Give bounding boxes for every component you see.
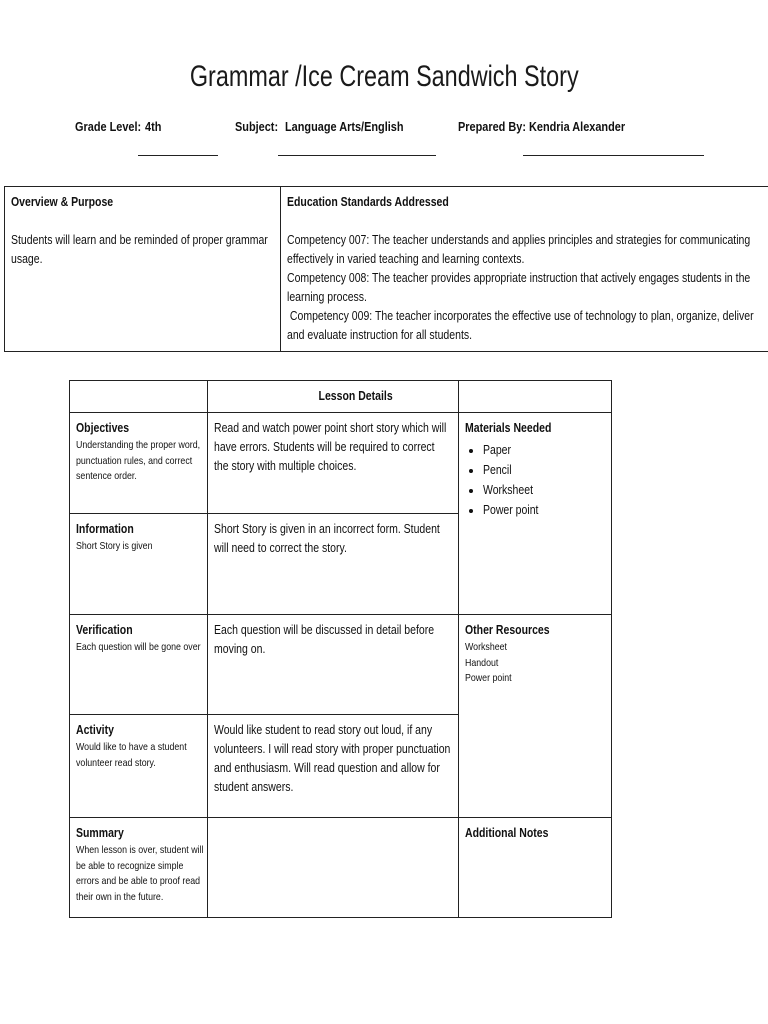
activity-cell xyxy=(70,715,208,818)
overview-text: Students will learn and be reminded of proper grammar usage. xyxy=(11,233,268,266)
objectives-label: Objectives xyxy=(76,421,130,435)
objectives-cell xyxy=(70,413,208,514)
standards-heading: Education Standards Addressed xyxy=(287,195,449,209)
page-title xyxy=(0,60,768,94)
prepared-underline xyxy=(523,155,704,156)
subject-label: Subject: xyxy=(235,119,279,134)
summary-cell xyxy=(70,818,208,918)
materials-list xyxy=(465,440,605,520)
verification-label: Verification xyxy=(76,623,133,637)
materials-heading: Materials Needed xyxy=(465,421,552,435)
verification-cell xyxy=(70,615,208,715)
standard-item: Competency 007: The teacher understands and applies principles and strategies for communicating effectively in varied teaching and learning contexts. xyxy=(287,233,751,266)
information-detail: Short Story is given in an incorrect form. Student will need to correct the story. xyxy=(208,514,459,615)
subject-value: Language Arts/English xyxy=(285,119,404,134)
summary-label: Summary xyxy=(76,826,124,840)
standards-cell xyxy=(281,187,768,352)
activity-detail: Would like student to read story out loud, if any volunteers. I will read story with proper punctuation and enthusiasm. Will read question and allow for student answers. xyxy=(208,715,459,818)
activity-label: Activity xyxy=(76,723,114,737)
grade-underline xyxy=(138,155,218,156)
prepared-by-value: Kendria Alexander xyxy=(529,119,626,134)
lesson-details-table xyxy=(69,380,612,918)
list-item: • Power point xyxy=(483,500,605,520)
objectives-desc: Understanding the proper word, punctuation rules, and correct sentence order. xyxy=(76,439,201,482)
standard-item: Competency 009: The teacher incorporates the effective use of technology to plan, organize, deliver and evaluate instruction for all students. xyxy=(287,309,757,342)
other-resources-cell xyxy=(459,615,612,818)
list-item: • Pencil xyxy=(483,460,605,480)
page-title-text: Grammar /Ice Cream Sandwich Story xyxy=(189,60,579,93)
information-cell xyxy=(70,514,208,615)
list-item: • Worksheet xyxy=(483,480,605,500)
additional-notes-cell xyxy=(459,818,612,918)
overview-cell xyxy=(5,187,281,352)
objectives-detail: Read and watch power point short story which will have errors. Students will be required to correct the story with multiple choices. xyxy=(208,413,459,514)
list-item: Handout xyxy=(465,656,499,669)
standard-item: Competency 008: The teacher provides appropriate instruction that actively engages students in the learning process. xyxy=(287,271,751,304)
information-label: Information xyxy=(76,522,134,536)
materials-cell xyxy=(459,413,612,615)
list-item: • Paper xyxy=(483,440,605,460)
prepared-by-label: Prepared By: xyxy=(458,119,526,134)
activity-desc: Would like to have a student volunteer read story. xyxy=(76,741,187,769)
overview-heading: Overview & Purpose xyxy=(11,195,114,209)
grade-level-label: Grade Level: xyxy=(75,119,142,134)
grade-level-value: 4th xyxy=(145,119,162,134)
lesson-details-header: Lesson Details xyxy=(208,381,459,413)
verification-desc: Each question will be gone over xyxy=(76,641,201,653)
summary-detail xyxy=(208,818,459,918)
subject-underline xyxy=(278,155,436,156)
list-item: Power point xyxy=(465,672,512,684)
information-desc: Short Story is given xyxy=(76,540,153,552)
additional-notes-heading: Additional Notes xyxy=(465,826,549,840)
summary-desc: When lesson is over, student will be able to recognize simple errors and be able to proof read their own in the future. xyxy=(76,844,204,903)
verification-detail: Each question will be discussed in detail before moving on. xyxy=(208,615,459,715)
overview-standards-table xyxy=(4,186,768,352)
other-resources-heading: Other Resources xyxy=(465,623,550,637)
list-item: Worksheet xyxy=(465,641,507,653)
